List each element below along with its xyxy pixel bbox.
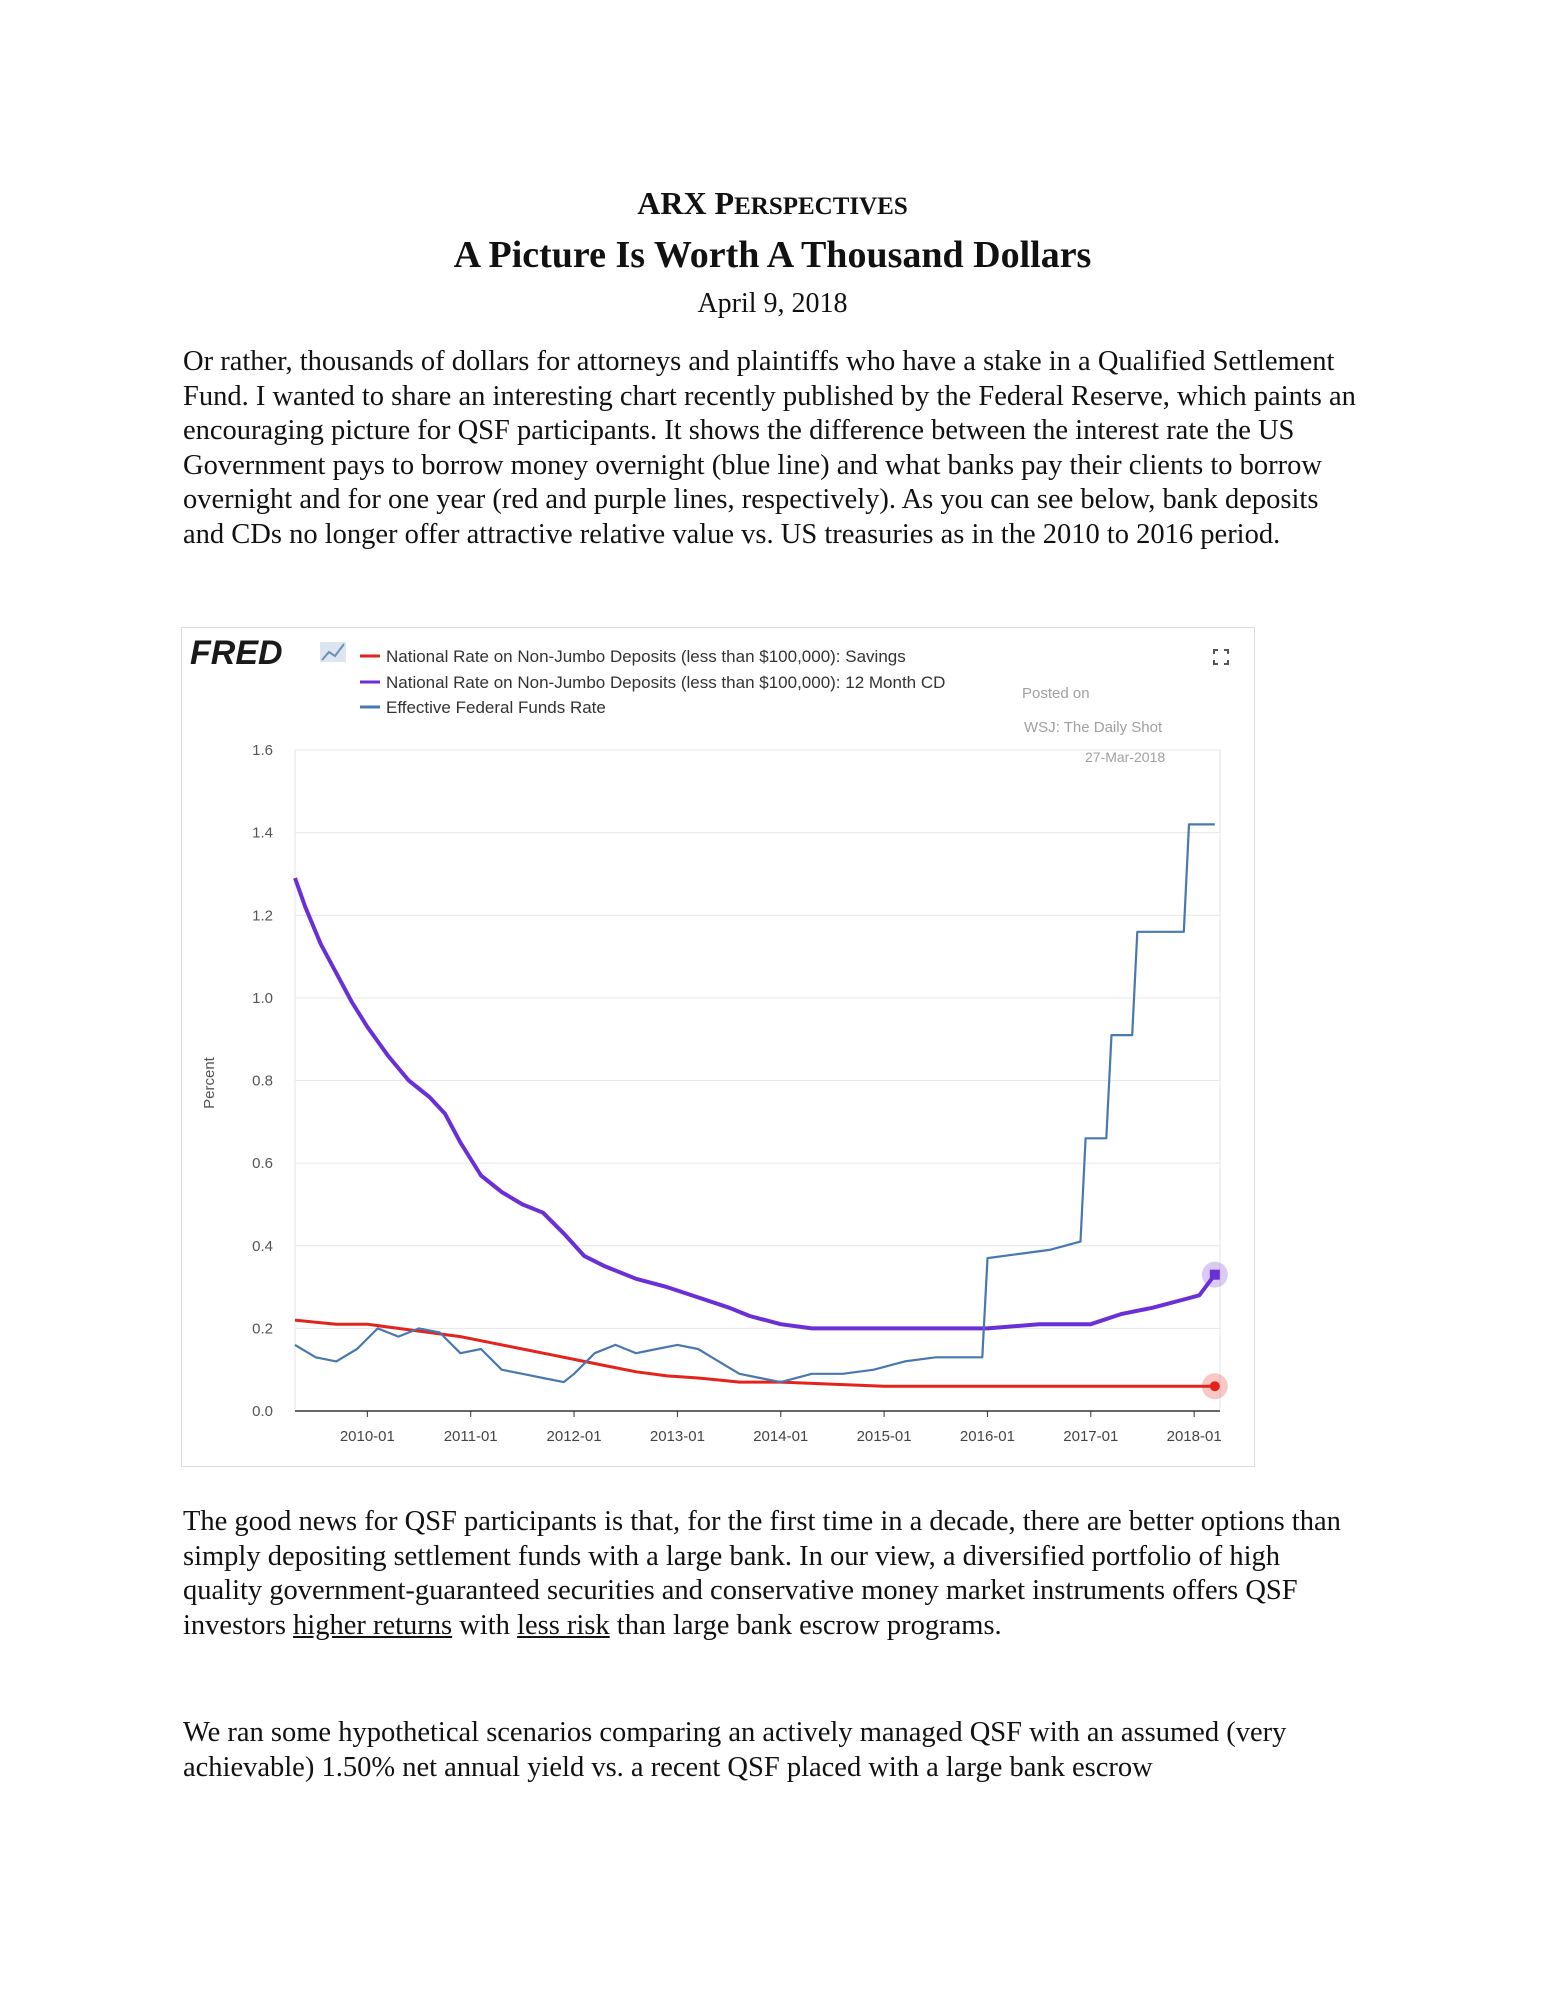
x-tick-label: 2011-01 xyxy=(443,1428,498,1445)
chart-svg xyxy=(182,628,1254,1466)
cd-end-marker xyxy=(1210,1270,1220,1280)
x-tick-label: 2013-01 xyxy=(649,1428,705,1445)
series-line-12-month-cd xyxy=(295,878,1215,1328)
y-tick-label: 0.6 xyxy=(252,1155,273,1173)
fullscreen-icon[interactable] xyxy=(1214,650,1228,664)
good-news-text-c: than large bank escrow programs. xyxy=(609,1609,1002,1641)
y-tick-label: 1.0 xyxy=(252,989,273,1007)
y-tick-label: 0.8 xyxy=(252,1072,273,1090)
annotation-date: 27-Mar-2018 xyxy=(1085,749,1166,765)
good-news-text-b: with xyxy=(452,1609,518,1641)
good-news-paragraph xyxy=(183,1505,1363,1643)
y-tick-label: 1.6 xyxy=(252,742,273,759)
document-date: April 9, 2018 xyxy=(697,288,848,319)
x-tick-label: 2017-01 xyxy=(1063,1428,1119,1445)
y-tick-label: 0.4 xyxy=(252,1237,273,1255)
fred-chart xyxy=(181,627,1255,1467)
series-title-word: ARX xyxy=(637,185,715,221)
x-tick-label: 2018-01 xyxy=(1166,1428,1222,1445)
legend-label-cd: National Rate on Non-Jumbo Deposits (less than $100,000): 12 Month CD xyxy=(386,673,946,692)
chart-legend xyxy=(360,647,945,717)
x-tick-label: 2014-01 xyxy=(753,1428,809,1445)
x-tick-label: 2012-01 xyxy=(546,1428,602,1445)
x-tick-label: 2016-01 xyxy=(959,1428,1015,1445)
x-tick-label: 2010-01 xyxy=(339,1428,395,1445)
fred-logo-graph-icon xyxy=(320,642,346,662)
good-news-text-a: The good news for QSF participants is that, for the first time in a decade, there are better options than simply depositing settlement funds with a large bank. In our view, a diversified portfolio of high quality government-guaranteed securities and conservative money market instruments offers QSF investors xyxy=(183,1506,1341,1641)
plot-area xyxy=(252,742,1228,1445)
savings-end-marker xyxy=(1210,1381,1220,1391)
legend-label-fedfunds: Effective Federal Funds Rate xyxy=(386,698,606,717)
annotation-posted-on: Posted on xyxy=(1022,685,1090,702)
legend-label-savings: National Rate on Non-Jumbo Deposits (less than $100,000): Savings xyxy=(386,647,906,666)
intro-paragraph: Or rather, thousands of dollars for attorneys and plaintiffs who have a stake in a Qualified Settlement Fund. I wanted to share an interesting chart recently published by the Federal Reserve, which paints an encouraging picture for QSF participants. It shows the difference between the interest rate the US Government pays to borrow money overnight (blue line) and what banks pay their clients to borrow overnight and for one year (red and purple lines, respectively). As you can see below, bank deposits and CDs no longer offer attractive relative value vs. US treasuries as in the 2010 to 2016 period. xyxy=(183,346,1356,550)
document-title: A Picture Is Worth A Thousand Dollars xyxy=(453,234,1092,276)
series-title xyxy=(0,180,1545,230)
y-tick-label: 0.2 xyxy=(252,1320,273,1338)
fred-logo: FRED xyxy=(190,634,283,672)
annotation-source: WSJ: The Daily Shot xyxy=(1024,719,1163,736)
scenario-paragraph: We ran some hypothetical scenarios comparing an actively managed QSF with an assumed (very achievable) 1.50% net annual yield vs. a recent QSF placed with a large bank escrow xyxy=(183,1717,1287,1783)
x-tick-label: 2015-01 xyxy=(856,1428,912,1445)
series-title-smallcaps: ERSPECTIVES xyxy=(734,193,908,220)
y-axis-label: Percent xyxy=(201,1057,218,1109)
higher-returns-underline: higher returns xyxy=(293,1609,453,1641)
less-risk-underline: less risk xyxy=(517,1609,610,1641)
y-tick-label: 1.2 xyxy=(252,907,273,925)
y-tick-label: 0.0 xyxy=(252,1403,273,1420)
series-title-initial: P xyxy=(714,185,735,221)
y-tick-label: 1.4 xyxy=(252,824,273,842)
document-header xyxy=(0,180,1545,324)
